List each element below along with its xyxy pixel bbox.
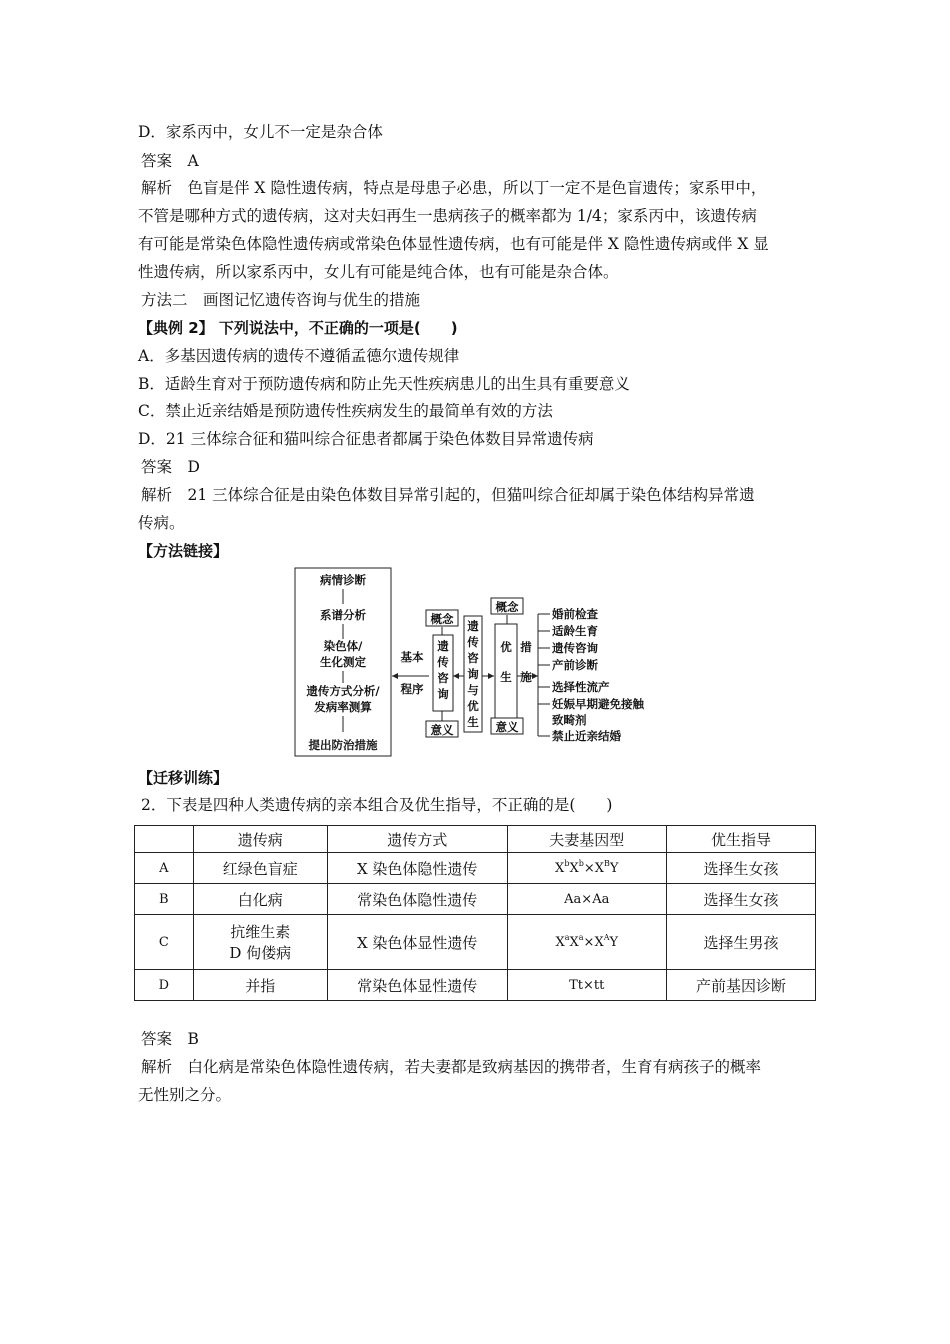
step-label: 染色体/: [323, 639, 363, 653]
table-row: [135, 970, 816, 1001]
row-id: C: [135, 915, 194, 970]
measure-item: 致畸剂: [552, 713, 587, 727]
disease-cell: 抗维生素 D 佝偻病: [193, 915, 327, 970]
transfer-training-heading: 【迁移训练】: [138, 769, 229, 787]
example-heading: 【典例 2】 下列说法中，不正确的一项是( ): [138, 319, 458, 337]
table-row: [135, 915, 816, 970]
answer-line: 答案 D: [141, 458, 200, 476]
svg-text:意义: 意义: [495, 720, 519, 734]
analysis-line: 解析 色盲是伴 X 隐性遗传病，特点是母患子必患，所以丁一定不是色盲遗传；家系甲中，: [141, 179, 767, 197]
row-id: D: [135, 970, 194, 1001]
measure-item: 妊娠早期避免接触: [552, 697, 644, 711]
svg-text:与: 与: [467, 683, 479, 697]
genotype-cell: Aa×Aa: [507, 884, 666, 915]
measure-item: 适龄生育: [552, 624, 598, 638]
option-d-text: D．家系丙中，女儿不一定是杂合体: [138, 123, 383, 141]
row-id: B: [135, 884, 194, 915]
step-label: 提出防治措施: [308, 738, 378, 752]
mode-cell: 常染色体隐性遗传: [327, 884, 507, 915]
basic-procedure-label: 程序: [400, 682, 424, 696]
option-a: A．多基因遗传病的遗传不遵循孟德尔遗传规律: [138, 347, 460, 365]
row-id: A: [135, 853, 194, 884]
svg-text:传: 传: [467, 635, 479, 649]
svg-text:咨: 咨: [437, 671, 449, 685]
table-header: 优生指导: [666, 826, 815, 853]
genotype-cell: $X^bX^b\times X^BY$: [507, 853, 666, 884]
mode-cell: X 染色体隐性遗传: [327, 853, 507, 884]
svg-text:概念: 概念: [495, 600, 519, 614]
step-label: 生化测定: [320, 655, 366, 669]
advice-cell: 选择生男孩: [666, 915, 815, 970]
table-row: [135, 884, 816, 915]
svg-text:生: 生: [467, 715, 479, 729]
analysis-line: 性遗传病，所以家系丙中，女儿有可能是纯合体，也有可能是杂合体。: [138, 263, 619, 281]
table-header: 夫妻基因型: [507, 826, 666, 853]
step-label: 遗传方式分析/: [306, 684, 380, 698]
svg-text:意义: 意义: [430, 723, 454, 737]
svg-text:概念: 概念: [430, 612, 454, 626]
basic-procedure-label: 基本: [400, 650, 424, 664]
genotype-cell: $X^aX^a\times X^AY$: [507, 915, 666, 970]
measure-item: 选择性流产: [552, 680, 610, 694]
method-link-heading: 【方法链接】: [138, 542, 229, 560]
svg-text:遗: 遗: [467, 619, 479, 633]
analysis-line: 解析 白化病是常染色体隐性遗传病，若夫妻都是致病基因的携带者，生育有病孩子的概率: [141, 1058, 762, 1076]
disease-cell: 白化病: [193, 884, 327, 915]
advice-cell: 选择生女孩: [666, 853, 815, 884]
table-header: [135, 826, 194, 853]
step-label: 病情诊断: [320, 573, 366, 587]
svg-text:咨: 咨: [467, 651, 479, 665]
mode-cell: 常染色体显性遗传: [327, 970, 507, 1001]
svg-text:传: 传: [437, 655, 449, 669]
genetic-counseling-diagram: [294, 566, 664, 760]
table-header: 遗传病: [193, 826, 327, 853]
measure-item: 婚前检查: [552, 607, 598, 621]
measure-item: 产前诊断: [552, 658, 598, 672]
analysis-line: 不管是哪种方式的遗传病，这对夫妇再生一患病孩子的概率都为 1/4；家系丙中，该遗传病: [138, 207, 757, 225]
genotype-cell: Tt×tt: [507, 970, 666, 1001]
svg-text:优: 优: [500, 640, 512, 654]
table-header-row: [135, 826, 816, 853]
answer-line: 答案 B: [141, 1030, 199, 1048]
analysis-line: 传病。: [138, 514, 185, 532]
step-label: 发病率测算: [314, 700, 372, 714]
disease-cell: 并指: [193, 970, 327, 1001]
option-c: C．禁止近亲结婚是预防遗传性疾病发生的最简单有效的方法: [138, 402, 553, 420]
advice-cell: 选择生女孩: [666, 884, 815, 915]
step-label: 系谱分析: [320, 608, 366, 622]
svg-text:生: 生: [500, 670, 512, 684]
svg-text:优: 优: [467, 699, 479, 713]
table-row: [135, 853, 816, 884]
svg-text:询: 询: [467, 667, 479, 681]
option-b: B．适龄生育对于预防遗传病和防止先天性疾病患儿的出生具有重要意义: [138, 375, 630, 393]
table-header: 遗传方式: [327, 826, 507, 853]
answer-line: 答案 A: [141, 152, 199, 170]
analysis-line: 无性别之分。: [138, 1086, 232, 1104]
question-2: 2．下表是四种人类遗传病的亲本组合及优生指导，不正确的是( ): [141, 796, 613, 814]
method-heading: 方法二 画图记忆遗传咨询与优生的措施: [141, 291, 421, 309]
genetic-disease-table: [134, 825, 816, 1001]
advice-cell: 产前基因诊断: [666, 970, 815, 1001]
measure-item: 禁止近亲结婚: [552, 729, 621, 743]
mode-cell: X 染色体显性遗传: [327, 915, 507, 970]
analysis-line: 解析 21 三体综合征是由染色体数目异常引起的，但猫叫综合征却属于染色体结构异常遗: [141, 486, 755, 504]
svg-text:遗: 遗: [437, 639, 449, 653]
measures-label: 措: [520, 640, 532, 654]
option-d: D．21 三体综合征和猫叫综合征患者都属于染色体数目异常遗传病: [138, 430, 594, 448]
svg-text:询: 询: [437, 687, 449, 701]
measures-label: 施: [520, 670, 532, 684]
disease-cell: 红绿色盲症: [193, 853, 327, 884]
measure-item: 遗传咨询: [552, 641, 598, 655]
analysis-line: 有可能是常染色体隐性遗传病或常染色体显性遗传病，也有可能是伴 X 隐性遗传病或伴 X 显: [138, 235, 769, 253]
